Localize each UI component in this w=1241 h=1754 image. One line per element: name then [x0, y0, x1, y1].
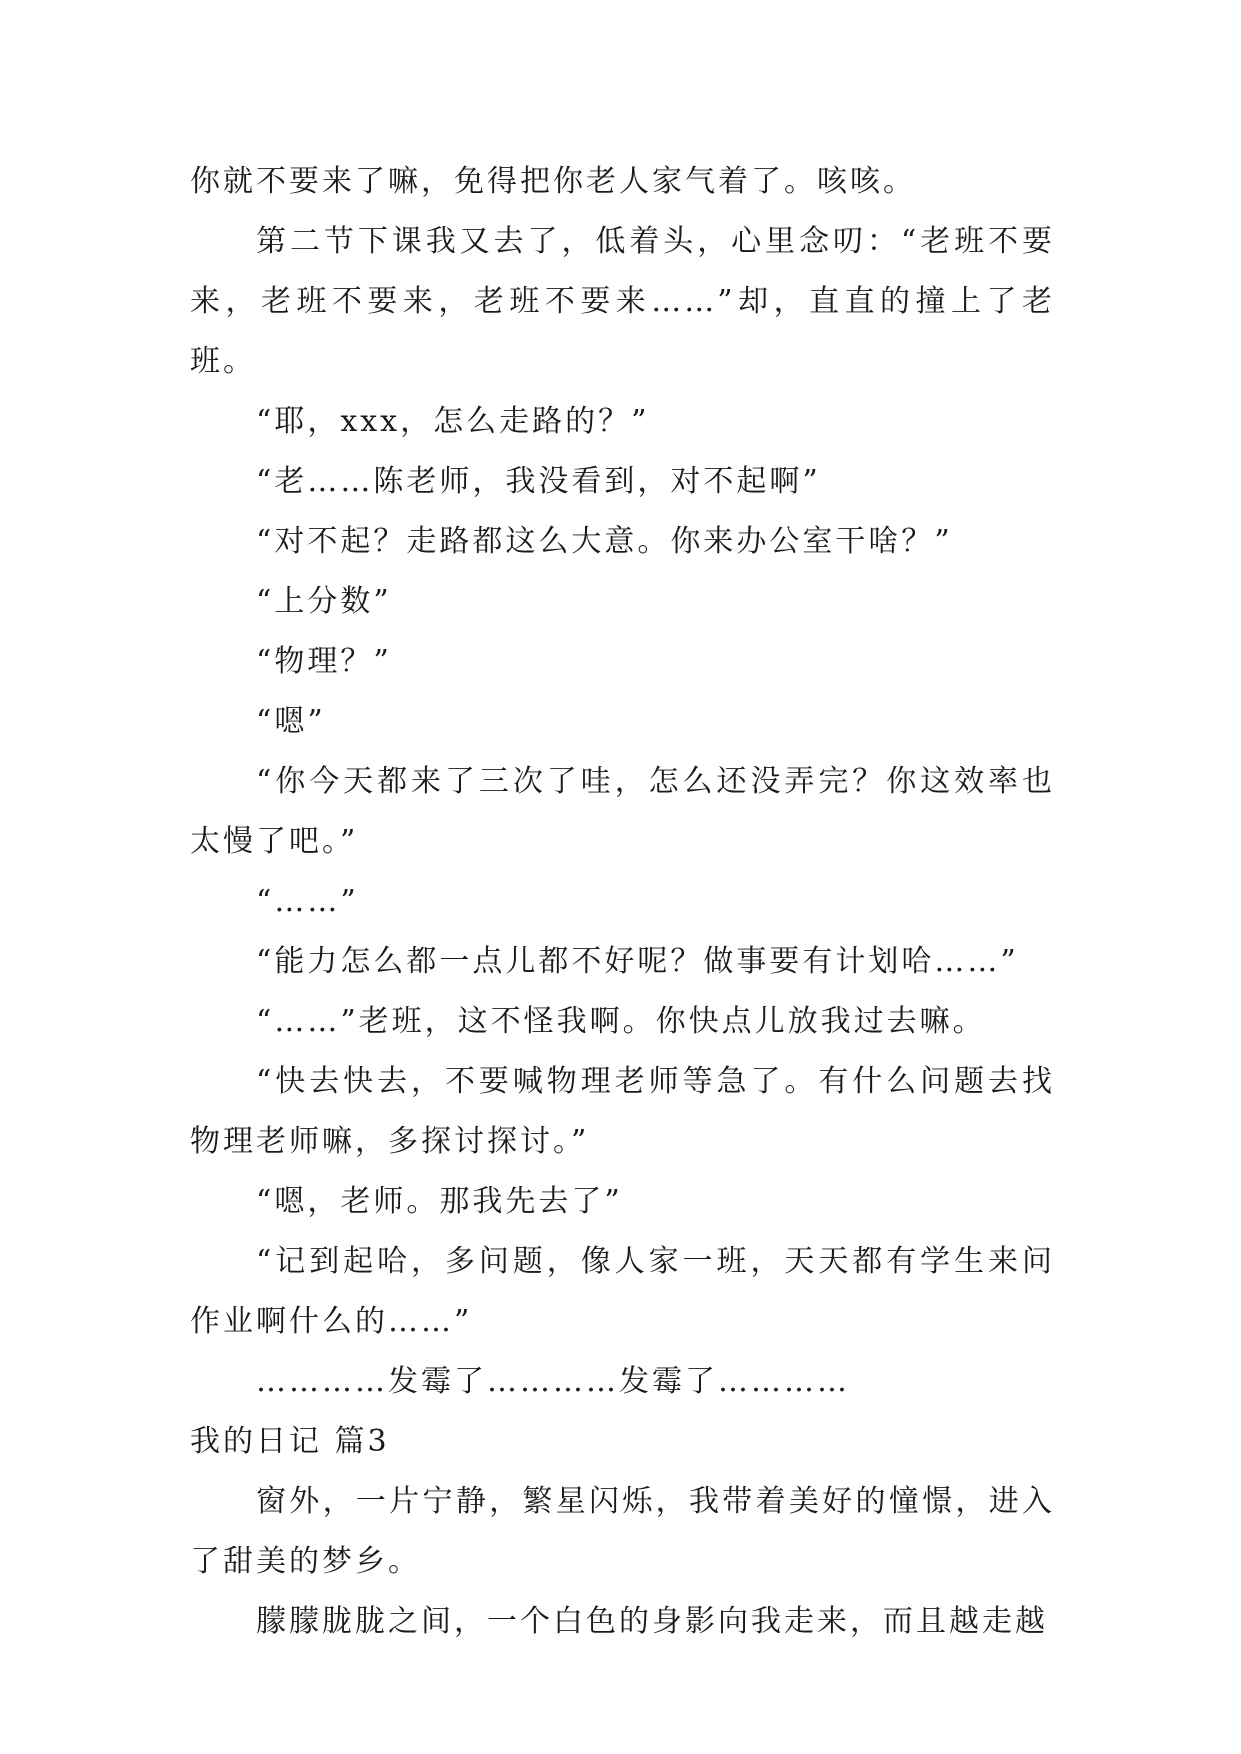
paragraph-14: “嗯，老师。那我先去了” [256, 1184, 623, 1219]
paragraph-7: “物理？” [256, 644, 392, 679]
paragraph-5: “对不起？走路都这么大意。你来办公室干啥？” [256, 524, 953, 559]
paragraph-15: “记到起哈，多问题，像人家一班，天天都有学生来问作业啊什么的……” [190, 1244, 1055, 1339]
paragraph-9: “你今天都来了三次了哇，怎么还没弄完？你这效率也太慢了吧。” [190, 764, 1055, 859]
document-body [190, 152, 1055, 1652]
paragraph-16: …………发霉了…………发霉了………… [256, 1364, 850, 1399]
paragraph-1: 你就不要来了嘛，免得把你老人家气着了。咳咳。 [190, 164, 916, 199]
paragraph-12: “……”老班，这不怪我啊。你快点儿放我过去嘛。 [256, 1004, 986, 1039]
section-heading: 我的日记 篇3 [190, 1424, 390, 1459]
paragraph-3: “耶，xxx，怎么走路的？” [256, 404, 650, 439]
paragraph-2: 第二节下课我又去了，低着头，心里念叨：“老班不要来，老班不要来，老班不要来……”却，直直的撞上了老班。 [190, 224, 1055, 379]
paragraph-10: “……” [256, 884, 359, 919]
paragraph-4: “老……陈老师，我没看到，对不起啊” [256, 464, 821, 499]
paragraph-11: “能力怎么都一点儿都不好呢？做事要有计划哈……” [256, 944, 1019, 979]
paragraph-8: “嗯” [256, 704, 326, 739]
paragraph-6: “上分数” [256, 584, 392, 619]
paragraph-13: “快去快去，不要喊物理老师等急了。有什么问题去找物理老师嘛，多探讨探讨。” [190, 1064, 1055, 1159]
paragraph-18: 朦朦胧胧之间，一个白色的身影向我走来，而且越走越 [256, 1604, 1048, 1639]
paragraph-17: 窗外，一片宁静，繁星闪烁，我带着美好的憧憬，进入了甜美的梦乡。 [190, 1484, 1055, 1579]
